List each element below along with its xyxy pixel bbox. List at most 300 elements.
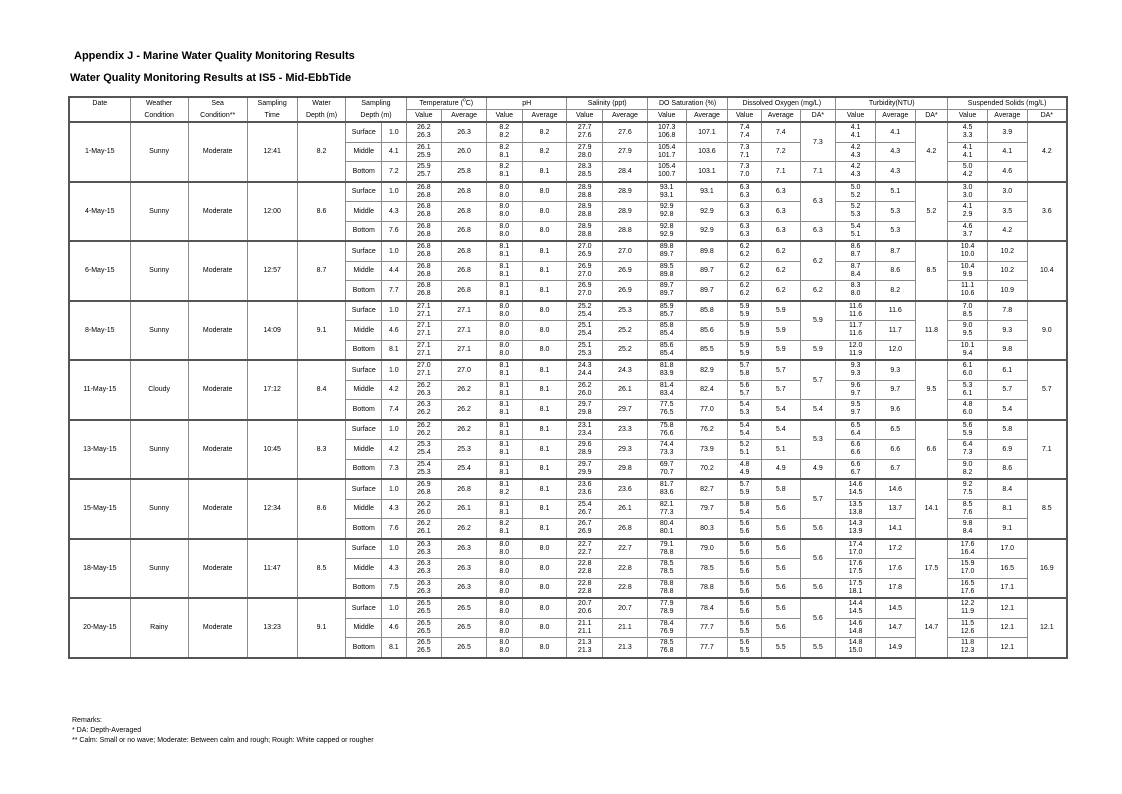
salinity-value-reading: 28.8 <box>577 230 592 238</box>
ph-value <box>486 499 522 519</box>
ph-value-reading: 8.1 <box>499 282 510 290</box>
salinity-average: 25.2 <box>603 321 648 341</box>
dissolved-oxygen-value-reading: 6.2 <box>739 282 750 290</box>
do-saturation-value <box>647 440 686 460</box>
dissolved-oxygen-average: 7.4 <box>761 122 800 142</box>
ph-value-reading: 8.1 <box>499 362 510 370</box>
salinity-value-reading: 25.1 <box>577 322 592 330</box>
dissolved-oxygen-value-reading: 5.4 <box>739 429 750 437</box>
do-saturation-value-reading: 83.4 <box>659 389 674 397</box>
salinity-value-reading: 27.9 <box>577 143 592 151</box>
header-value: Value <box>567 110 603 123</box>
remark-da: * DA: Depth-Averaged <box>72 727 142 734</box>
suspended-solids-da: 3.6 <box>1027 182 1067 242</box>
dissolved-oxygen-value-reading: 5.7 <box>739 481 750 489</box>
sea-condition-cell: Moderate <box>188 420 247 480</box>
salinity-value-reading: 26.7 <box>577 508 592 516</box>
dissolved-oxygen-value-reading: 5.9 <box>739 310 750 318</box>
ph-value <box>486 559 522 579</box>
do-saturation-average: 80.3 <box>686 519 728 539</box>
salinity-value-reading: 22.7 <box>577 540 592 548</box>
sampling-depth-cell: 7.6 <box>382 519 406 539</box>
ph-value-reading: 8.0 <box>499 302 510 310</box>
suspended-solids-average: 6.9 <box>987 440 1027 460</box>
dissolved-oxygen-average: 5.5 <box>761 638 800 658</box>
sampling-level-cell: Bottom <box>346 400 382 420</box>
ph-value <box>486 598 522 618</box>
salinity-value <box>567 440 603 460</box>
temperature-average: 26.3 <box>442 539 487 559</box>
ph-value <box>486 202 522 222</box>
sampling-level-cell: Bottom <box>346 281 382 301</box>
dissolved-oxygen-da: 5.3 <box>800 420 836 460</box>
temperature-value-reading: 26.3 <box>417 568 431 576</box>
suspended-solids-value-reading: 10.0 <box>960 251 975 259</box>
dissolved-oxygen-da-bottom: 5.4 <box>800 400 836 420</box>
date-cell: 20-May-15 <box>69 598 130 658</box>
turbidity-average: 6.7 <box>875 459 915 479</box>
header-value: Value <box>728 110 762 123</box>
salinity-value <box>567 301 603 321</box>
temperature-value-reading: 26.8 <box>417 243 431 251</box>
suspended-solids-value-reading: 10.1 <box>960 341 975 349</box>
sampling-depth-cell: 8.1 <box>382 340 406 360</box>
sampling-depth-cell: 7.6 <box>382 221 406 241</box>
dissolved-oxygen-da: 5.6 <box>800 539 836 579</box>
temperature-value-reading: 25.4 <box>417 449 431 457</box>
do-saturation-value <box>647 122 686 142</box>
table-row <box>69 182 1067 202</box>
remarks <box>72 716 374 746</box>
salinity-average: 28.8 <box>603 221 648 241</box>
do-saturation-average: 107.1 <box>686 122 728 142</box>
temperature-average: 27.1 <box>442 321 487 341</box>
ph-value-reading: 8.0 <box>499 560 510 568</box>
temperature-value <box>406 202 442 222</box>
turbidity-value-reading: 5.3 <box>850 211 861 219</box>
turbidity-value-reading: 5.4 <box>850 222 861 230</box>
ph-value-reading: 8.1 <box>499 171 510 179</box>
sampling-depth-cell: 1.0 <box>382 360 406 380</box>
suspended-solids-average: 5.8 <box>987 420 1027 440</box>
turbidity-da: 8.5 <box>915 241 948 301</box>
temperature-value-reading: 26.2 <box>417 500 431 508</box>
suspended-solids-average: 6.1 <box>987 360 1027 380</box>
ph-average: 8.1 <box>522 360 567 380</box>
do-saturation-value-reading: 75.8 <box>659 421 674 429</box>
temperature-value-reading: 26.9 <box>417 481 431 489</box>
turbidity-value-reading: 13.8 <box>848 508 863 516</box>
dissolved-oxygen-value-reading: 7.3 <box>739 163 750 171</box>
temperature-value-reading: 26.2 <box>417 381 431 389</box>
dissolved-oxygen-average: 6.2 <box>761 261 800 281</box>
do-saturation-average: 76.2 <box>686 420 728 440</box>
suspended-solids-value-reading: 3.7 <box>962 230 973 238</box>
sampling-level-cell: Bottom <box>346 519 382 539</box>
turbidity-average: 8.2 <box>875 281 915 301</box>
dissolved-oxygen-average: 7.1 <box>761 162 800 182</box>
dissolved-oxygen-value-reading: 5.6 <box>739 520 750 528</box>
dissolved-oxygen-value <box>728 182 762 202</box>
header-sampling-sub: Time <box>247 110 297 123</box>
ph-average: 8.0 <box>522 340 567 360</box>
sampling-level-cell: Surface <box>346 598 382 618</box>
dissolved-oxygen-value-reading: 6.3 <box>739 211 750 219</box>
suspended-solids-average: 4.2 <box>987 221 1027 241</box>
dissolved-oxygen-average: 7.2 <box>761 142 800 162</box>
do-saturation-value <box>647 221 686 241</box>
turbidity-average: 12.0 <box>875 340 915 360</box>
sampling-level-cell: Surface <box>346 360 382 380</box>
turbidity-value-reading: 11.7 <box>849 322 863 330</box>
dissolved-oxygen-value-reading: 5.9 <box>739 330 750 338</box>
salinity-value <box>567 479 603 499</box>
temperature-value-reading: 26.3 <box>417 132 431 140</box>
do-saturation-value-reading: 76.6 <box>659 429 674 437</box>
suspended-solids-average: 12.1 <box>987 638 1027 658</box>
turbidity-average: 5.1 <box>875 182 915 202</box>
turbidity-average: 13.7 <box>875 499 915 519</box>
turbidity-value-reading: 17.6 <box>848 560 863 568</box>
turbidity-average: 9.6 <box>875 400 915 420</box>
water-depth-cell: 8.7 <box>297 241 346 301</box>
do-saturation-value <box>647 459 686 479</box>
ph-average: 8.0 <box>522 559 567 579</box>
suspended-solids-da: 4.2 <box>1027 122 1067 182</box>
temperature-average: 27.1 <box>442 340 487 360</box>
sampling-depth-cell: 1.0 <box>382 539 406 559</box>
ph-value <box>486 122 522 142</box>
salinity-value <box>567 380 603 400</box>
dissolved-oxygen-value <box>728 281 762 301</box>
do-saturation-value-reading: 85.7 <box>659 310 674 318</box>
suspended-solids-value-reading: 9.5 <box>962 330 973 338</box>
dissolved-oxygen-value-reading: 5.9 <box>739 341 750 349</box>
salinity-value-reading: 26.9 <box>577 251 592 259</box>
weather-cell: Sunny <box>130 241 188 301</box>
turbidity-value <box>836 479 876 499</box>
sea-condition-cell: Moderate <box>188 479 247 539</box>
temperature-value-reading: 27.1 <box>417 310 431 318</box>
dissolved-oxygen-average: 5.6 <box>761 519 800 539</box>
suspended-solids-value-reading: 9.9 <box>962 270 973 278</box>
date-cell: 8-May-15 <box>69 301 130 361</box>
turbidity-average: 4.1 <box>875 122 915 142</box>
turbidity-value <box>836 440 876 460</box>
do-saturation-value-reading: 89.7 <box>659 290 674 298</box>
sampling-depth-cell: 4.6 <box>382 618 406 638</box>
temperature-value-reading: 26.2 <box>417 429 431 437</box>
salinity-value <box>567 142 603 162</box>
temperature-average: 26.8 <box>442 241 487 261</box>
suspended-solids-value <box>948 340 988 360</box>
temperature-value-reading: 26.3 <box>417 540 431 548</box>
turbidity-value <box>836 598 876 618</box>
header-turbidity: Turbidity(NTU) <box>836 97 948 110</box>
ph-value <box>486 301 522 321</box>
temperature-average: 26.1 <box>442 499 487 519</box>
do-saturation-average: 77.7 <box>686 618 728 638</box>
ph-value-reading: 8.1 <box>499 481 510 489</box>
turbidity-average: 4.3 <box>875 142 915 162</box>
sampling-depth-cell: 7.2 <box>382 162 406 182</box>
dissolved-oxygen-value-reading: 7.0 <box>739 171 750 179</box>
temperature-average: 25.3 <box>442 440 487 460</box>
suspended-solids-average: 3.0 <box>987 182 1027 202</box>
ph-value <box>486 281 522 301</box>
dissolved-oxygen-da-bottom: 4.9 <box>800 459 836 479</box>
ph-value-reading: 8.0 <box>499 639 510 647</box>
do-saturation-value <box>647 499 686 519</box>
dissolved-oxygen-value-reading: 5.6 <box>739 579 750 587</box>
water-depth-cell: 8.3 <box>297 420 346 480</box>
temperature-value-reading: 26.5 <box>417 619 431 627</box>
turbidity-value-reading: 9.5 <box>850 401 861 409</box>
water-depth-cell: 9.1 <box>297 598 346 658</box>
turbidity-average: 17.6 <box>875 559 915 579</box>
ph-value <box>486 221 522 241</box>
temperature-average: 26.5 <box>442 598 487 618</box>
temperature-value <box>406 301 442 321</box>
suspended-solids-average: 4.6 <box>987 162 1027 182</box>
turbidity-value <box>836 281 876 301</box>
dissolved-oxygen-value-reading: 6.2 <box>739 243 750 251</box>
turbidity-value-reading: 15.0 <box>848 647 863 655</box>
suspended-solids-value-reading: 9.2 <box>962 481 973 489</box>
temperature-average: 26.2 <box>442 400 487 420</box>
do-saturation-average: 85.8 <box>686 301 728 321</box>
suspended-solids-value-reading: 6.1 <box>962 362 973 370</box>
ph-average: 8.0 <box>522 202 567 222</box>
dissolved-oxygen-average: 5.1 <box>761 440 800 460</box>
turbidity-value-reading: 11.6 <box>849 302 863 310</box>
do-saturation-value-reading: 78.5 <box>659 639 674 647</box>
salinity-value-reading: 28.8 <box>577 191 592 199</box>
temperature-value-reading: 26.8 <box>417 203 431 211</box>
temperature-average: 26.8 <box>442 479 487 499</box>
dissolved-oxygen-value-reading: 7.1 <box>739 151 750 159</box>
ph-average: 8.0 <box>522 301 567 321</box>
ph-value-reading: 8.2 <box>499 132 510 140</box>
do-saturation-value-reading: 74.4 <box>659 441 674 449</box>
turbidity-value <box>836 162 876 182</box>
suspended-solids-value <box>948 202 988 222</box>
suspended-solids-average: 12.1 <box>987 598 1027 618</box>
day-group <box>69 420 1067 480</box>
salinity-value <box>567 638 603 658</box>
dissolved-oxygen-da: 5.6 <box>800 598 836 638</box>
ph-value-reading: 8.0 <box>499 310 510 318</box>
dissolved-oxygen-value <box>728 578 762 598</box>
salinity-value-reading: 29.9 <box>577 468 592 476</box>
dissolved-oxygen-average: 5.9 <box>761 321 800 341</box>
sea-condition-cell: Moderate <box>188 539 247 599</box>
turbidity-value-reading: 8.7 <box>850 262 861 270</box>
ph-value-reading: 8.0 <box>499 230 510 238</box>
temperature-value <box>406 261 442 281</box>
day-group <box>69 182 1067 242</box>
suspended-solids-value-reading: 2.9 <box>962 211 973 219</box>
do-saturation-value-reading: 77.9 <box>659 600 674 608</box>
ph-value-reading: 8.1 <box>499 251 510 259</box>
ph-average: 8.0 <box>522 539 567 559</box>
dissolved-oxygen-da-bottom: 6.2 <box>800 281 836 301</box>
temperature-value-reading: 26.2 <box>417 421 431 429</box>
suspended-solids-value <box>948 519 988 539</box>
salinity-average: 25.2 <box>603 340 648 360</box>
turbidity-value <box>836 122 876 142</box>
turbidity-value-reading: 8.6 <box>850 243 861 251</box>
suspended-solids-value-reading: 6.1 <box>962 389 973 397</box>
temperature-value <box>406 122 442 142</box>
water-depth-cell: 9.1 <box>297 301 346 361</box>
temperature-value <box>406 519 442 539</box>
table-row <box>69 479 1067 499</box>
turbidity-average: 5.3 <box>875 202 915 222</box>
suspended-solids-da: 16.9 <box>1027 539 1067 599</box>
temperature-value-reading: 27.1 <box>417 302 431 310</box>
header-value: Value <box>948 110 988 123</box>
dissolved-oxygen-value <box>728 380 762 400</box>
salinity-average: 26.1 <box>603 499 648 519</box>
do-saturation-average: 89.8 <box>686 241 728 261</box>
ph-value-reading: 8.1 <box>499 270 510 278</box>
temperature-average: 27.1 <box>442 301 487 321</box>
temperature-value <box>406 559 442 579</box>
sampling-level-cell: Surface <box>346 122 382 142</box>
sampling-time-cell: 12:34 <box>247 479 297 539</box>
ph-value-reading: 8.1 <box>499 151 510 159</box>
day-group <box>69 539 1067 599</box>
temperature-value <box>406 221 442 241</box>
turbidity-value <box>836 559 876 579</box>
do-saturation-value-reading: 83.9 <box>659 370 674 378</box>
dissolved-oxygen-value-reading: 5.6 <box>739 540 750 548</box>
ph-value <box>486 241 522 261</box>
suspended-solids-value-reading: 6.0 <box>962 370 973 378</box>
dissolved-oxygen-da: 6.3 <box>800 182 836 222</box>
suspended-solids-value-reading: 12.6 <box>960 627 975 635</box>
sampling-depth-cell: 4.2 <box>382 380 406 400</box>
suspended-solids-value <box>948 221 988 241</box>
suspended-solids-value-reading: 8.2 <box>962 468 973 476</box>
salinity-average: 29.8 <box>603 459 648 479</box>
do-saturation-value-reading: 78.8 <box>659 587 674 595</box>
temperature-value <box>406 380 442 400</box>
weather-cell: Cloudy <box>130 360 188 420</box>
do-saturation-value <box>647 241 686 261</box>
do-saturation-average: 89.7 <box>686 261 728 281</box>
do-saturation-value-reading: 78.4 <box>659 619 674 627</box>
suspended-solids-value <box>948 380 988 400</box>
header-date-sub <box>69 110 130 123</box>
dissolved-oxygen-average: 6.3 <box>761 182 800 202</box>
remark-sea-condition: ** Calm: Small or no wave; Moderate: Between calm and rough; Rough: White capped or rougher <box>72 737 374 744</box>
dissolved-oxygen-da: 5.9 <box>800 301 836 341</box>
remarks-title: Remarks: <box>72 717 102 724</box>
suspended-solids-average: 8.6 <box>987 459 1027 479</box>
do-saturation-value-reading: 78.5 <box>659 568 674 576</box>
do-saturation-average: 77.0 <box>686 400 728 420</box>
salinity-value-reading: 26.9 <box>577 262 592 270</box>
do-saturation-average: 78.4 <box>686 598 728 618</box>
sampling-time-cell: 12:57 <box>247 241 297 301</box>
turbidity-value <box>836 420 876 440</box>
ph-average: 8.2 <box>522 122 567 142</box>
temperature-value-reading: 25.7 <box>417 171 431 179</box>
turbidity-value-reading: 5.1 <box>850 230 861 238</box>
suspended-solids-value-reading: 4.2 <box>962 171 973 179</box>
dissolved-oxygen-da-bottom: 7.1 <box>800 162 836 182</box>
header-ph: pH <box>486 97 566 110</box>
turbidity-value <box>836 360 876 380</box>
turbidity-value-reading: 5.0 <box>850 183 861 191</box>
sampling-level-cell: Bottom <box>346 578 382 598</box>
header-value: Value <box>836 110 876 123</box>
dissolved-oxygen-value-reading: 4.8 <box>739 460 750 468</box>
suspended-solids-value-reading: 5.0 <box>962 163 973 171</box>
ph-value <box>486 340 522 360</box>
header-da: DA* <box>915 110 948 123</box>
do-saturation-value <box>647 400 686 420</box>
sampling-time-cell: 13:23 <box>247 598 297 658</box>
dissolved-oxygen-value-reading: 5.6 <box>739 600 750 608</box>
sampling-depth-cell: 1.0 <box>382 182 406 202</box>
header-average: Average <box>442 110 487 123</box>
temperature-average: 26.2 <box>442 380 487 400</box>
do-saturation-value-reading: 76.8 <box>659 647 674 655</box>
salinity-value <box>567 281 603 301</box>
temperature-value-reading: 27.1 <box>417 349 431 357</box>
suspended-solids-value <box>948 578 988 598</box>
salinity-value-reading: 20.7 <box>577 600 592 608</box>
temperature-value <box>406 400 442 420</box>
do-saturation-value-reading: 100.7 <box>657 171 676 179</box>
do-saturation-value-reading: 101.7 <box>657 151 676 159</box>
salinity-value-reading: 27.0 <box>577 290 592 298</box>
turbidity-value-reading: 11.6 <box>849 330 863 338</box>
dissolved-oxygen-value-reading: 5.9 <box>739 322 750 330</box>
do-saturation-value-reading: 89.7 <box>659 251 674 259</box>
dissolved-oxygen-value-reading: 7.4 <box>739 132 750 140</box>
turbidity-value-reading: 9.3 <box>850 362 861 370</box>
temperature-value-reading: 26.8 <box>417 262 431 270</box>
sampling-time-cell: 17:12 <box>247 360 297 420</box>
salinity-value-reading: 27.6 <box>577 132 592 140</box>
salinity-average: 26.9 <box>603 261 648 281</box>
temperature-value <box>406 241 442 261</box>
salinity-value-reading: 28.8 <box>577 211 592 219</box>
turbidity-average: 14.6 <box>875 479 915 499</box>
day-group <box>69 241 1067 301</box>
ph-value <box>486 459 522 479</box>
turbidity-average: 14.9 <box>875 638 915 658</box>
salinity-average: 22.7 <box>603 539 648 559</box>
do-saturation-value <box>647 182 686 202</box>
suspended-solids-value <box>948 142 988 162</box>
ph-value-reading: 8.1 <box>499 528 510 536</box>
ph-average: 8.2 <box>522 142 567 162</box>
header-weather: Weather <box>130 97 188 110</box>
do-saturation-average: 93.1 <box>686 182 728 202</box>
suspended-solids-value <box>948 360 988 380</box>
do-saturation-value-reading: 77.3 <box>659 508 674 516</box>
salinity-value <box>567 221 603 241</box>
turbidity-value <box>836 499 876 519</box>
weather-cell: Sunny <box>130 539 188 599</box>
turbidity-average: 9.7 <box>875 380 915 400</box>
ph-value <box>486 321 522 341</box>
